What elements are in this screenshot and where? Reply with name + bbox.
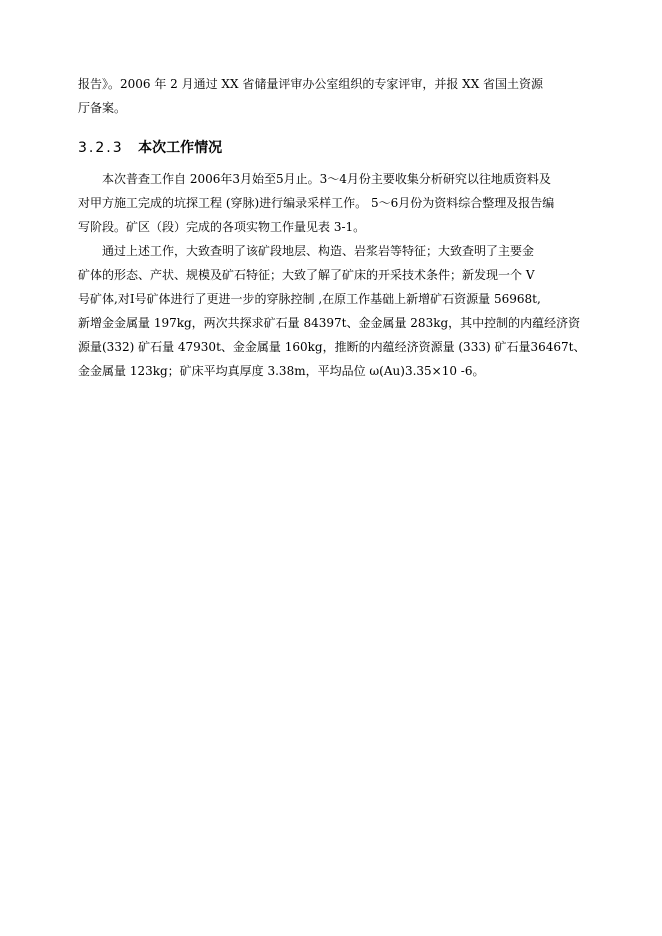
text-line: 新增金金属量 197kg，两次共探求矿石量 84397t、金金属量 283kg，其中控制的内蕴经济资	[78, 316, 581, 330]
text-line: 通过上述工作，大致查明了该矿段地层、构造、岩浆岩等特征；大致查明了主要金	[102, 244, 535, 258]
text-line: 金金属量 123kg；矿床平均真厚度 3.38m，平均品位 ω(Au)3.35×10 -6。	[78, 364, 485, 378]
text-line: 对甲方施工完成的坑探工程 (穿脉)进行编录采样工作。 5～6月份为资料综合整理及报告编	[78, 196, 555, 210]
text-line: 报告》。2006 年 2 月通过 XX 省储量评审办公室组织的专家评审，并报 XX 省国土资源	[78, 77, 544, 91]
text-line: 厅备案。	[78, 101, 127, 115]
continuation-paragraph	[78, 72, 588, 120]
paragraph-work-schedule	[78, 167, 588, 239]
section-heading	[78, 137, 222, 159]
text-line: 源量(332) 矿石量 47930t、金金属量 160kg，推断的内蕴经济资源量 (333) 矿石量36467t、	[78, 340, 586, 354]
text-line: 写阶段。矿区（段）完成的各项实物工作量见表 3-1。	[78, 220, 366, 234]
section-title: 本次工作情况	[138, 140, 223, 156]
text-line: 号矿体,对Ⅰ号矿体进行了更进一步的穿脉控制 ,在原工作基础上新增矿石资源量 56968t,	[78, 292, 541, 306]
text-line: 本次普查工作自 2006年3月始至5月止。3～4月份主要收集分析研究以往地质资料及	[102, 172, 551, 186]
section-number: 3.2.3	[78, 140, 124, 156]
paragraph-work-results	[78, 239, 588, 383]
text-line: 矿体的形态、产状、规模及矿石特征；大致了解了矿床的开采技术条件；新发现一个 V	[78, 268, 535, 282]
